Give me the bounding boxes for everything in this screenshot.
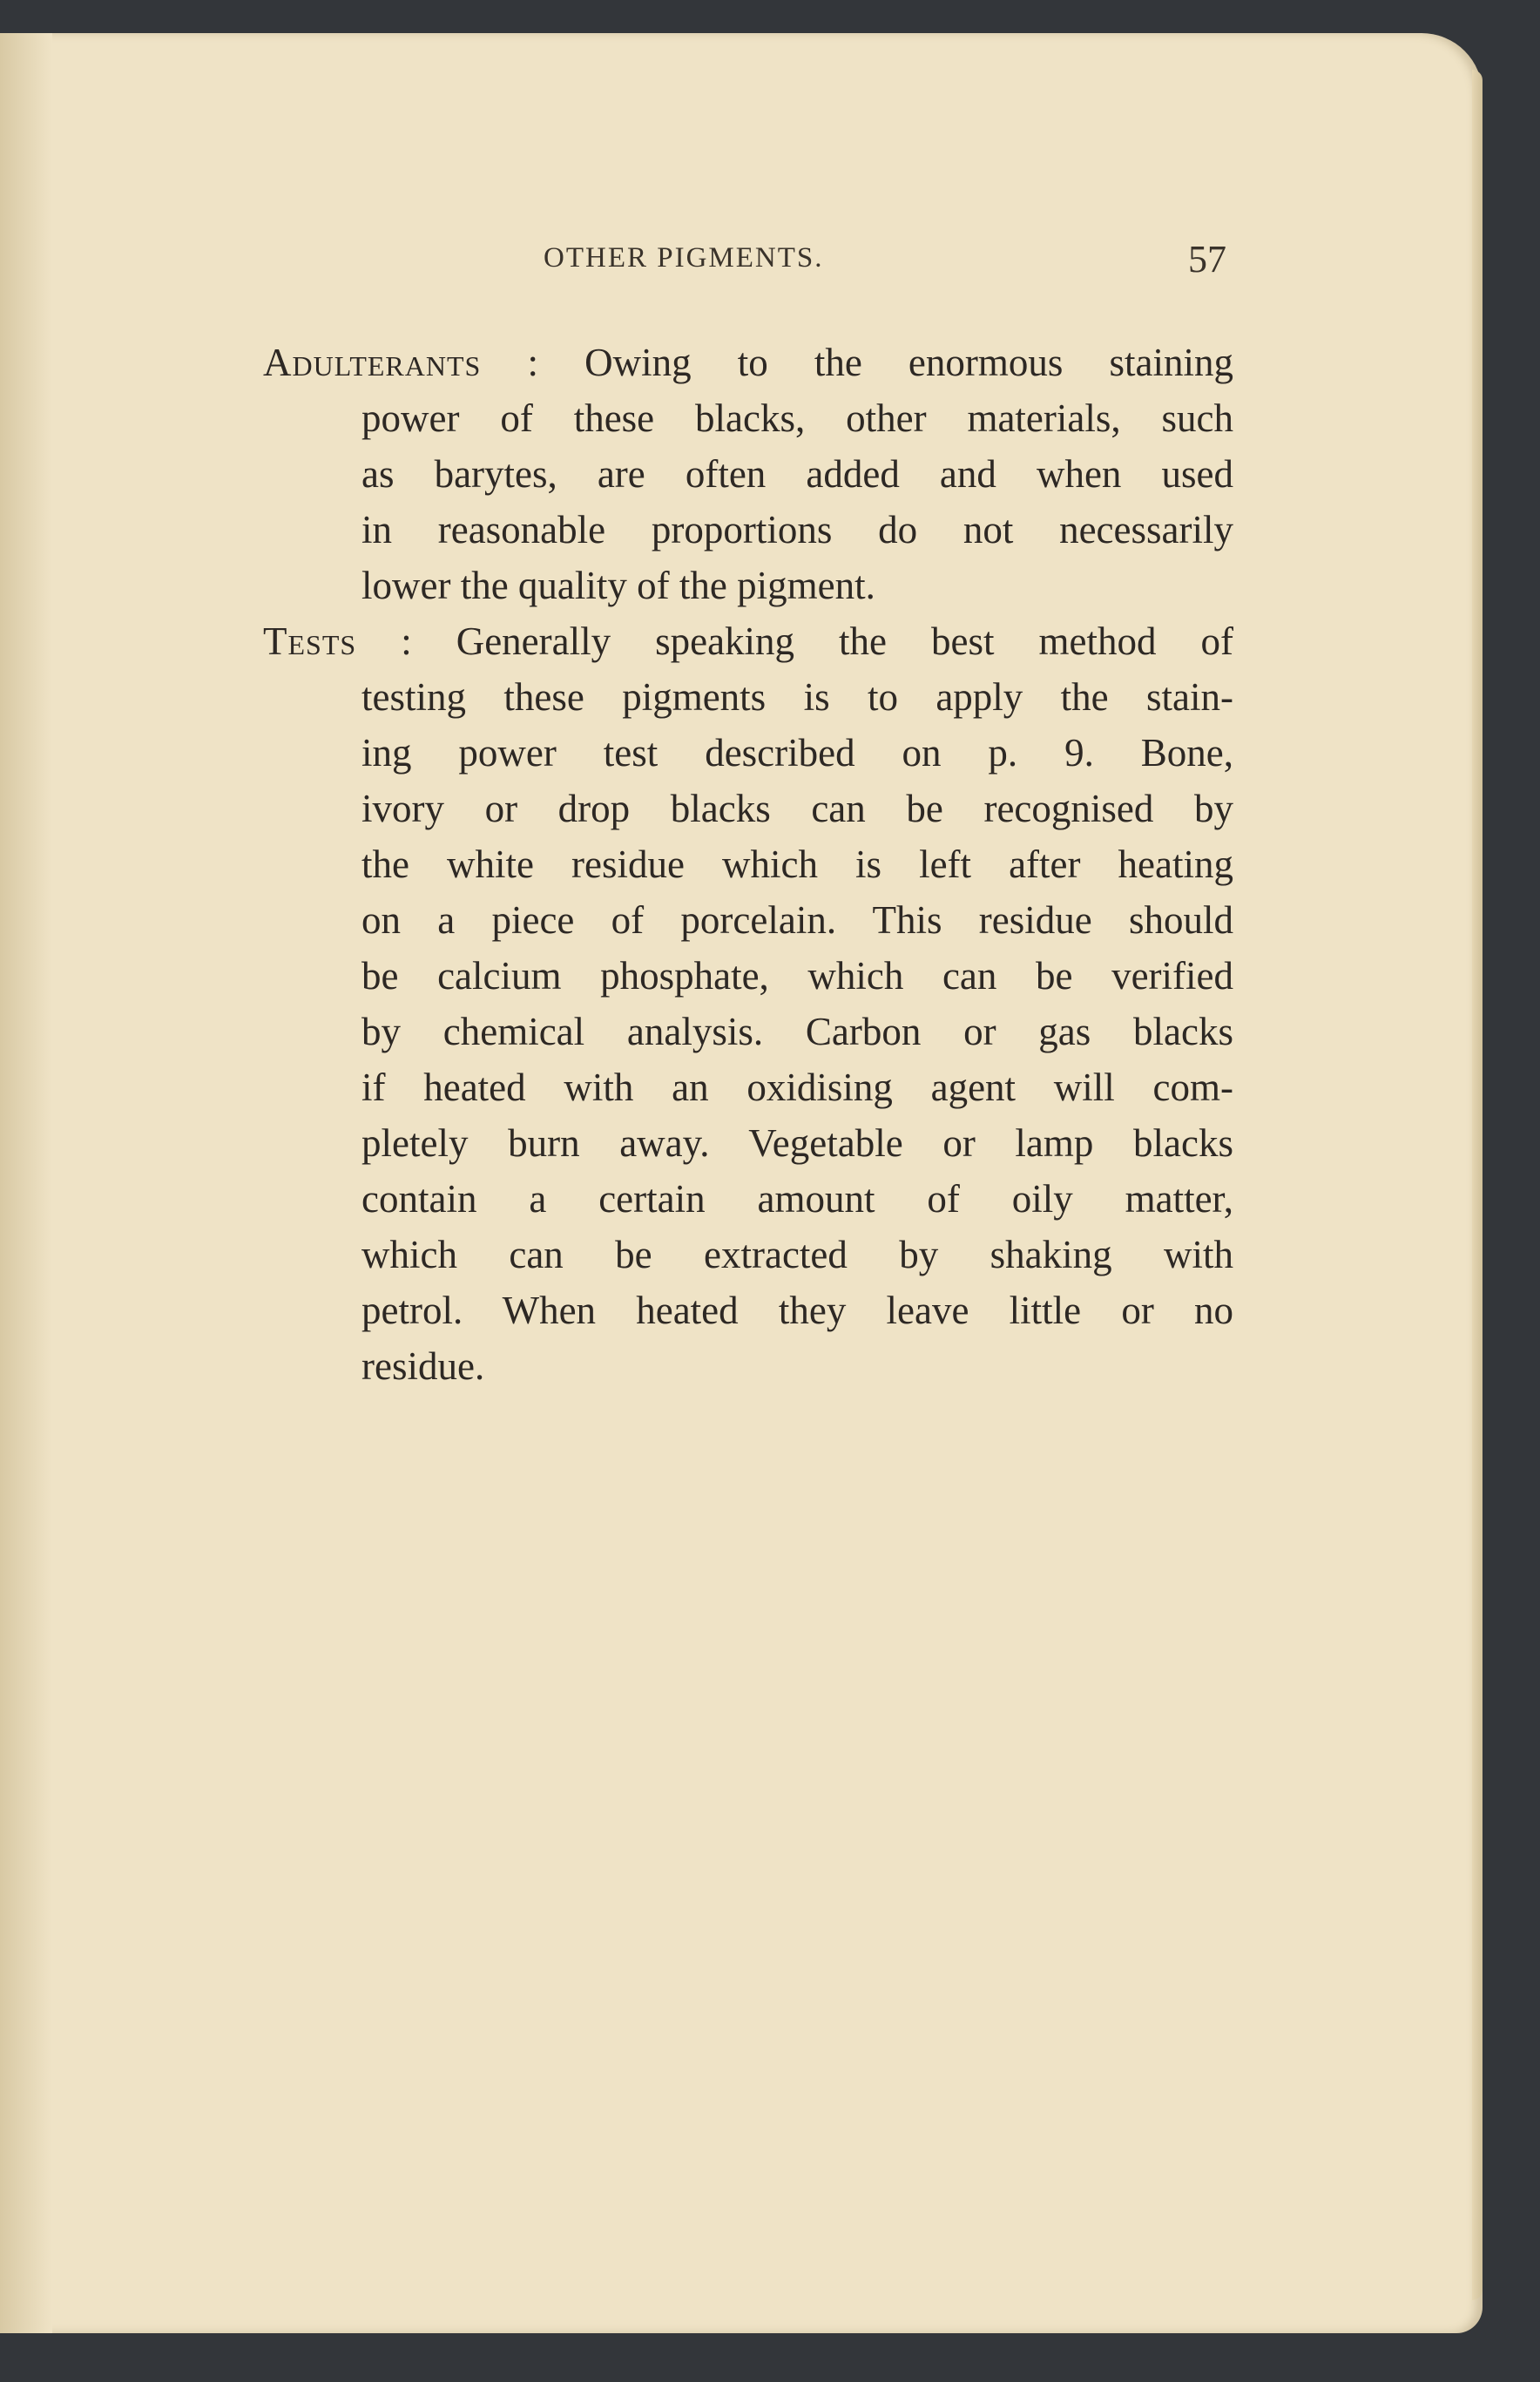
text-line-content: : Generally speaking the best method of [401, 619, 1233, 663]
text-line: in reasonable proportions do not necessarily [361, 508, 1233, 552]
text-line [263, 613, 1233, 669]
text-line: be calcium phosphate, which can be verified [361, 954, 1233, 998]
text-line: by chemical analysis. Carbon or gas blacks [361, 1010, 1233, 1053]
text-line: lower the quality of the pigment. [361, 564, 875, 607]
text-line: power of these blacks, other materials, such [361, 396, 1233, 440]
text-line [263, 335, 1233, 390]
page-gutter [0, 33, 52, 2333]
text-line: contain a certain amount of oily matter, [361, 1177, 1233, 1221]
text-line: petrol. When heated they leave little or no [361, 1289, 1233, 1332]
text-line-content: : Owing to the enormous staining [527, 341, 1233, 384]
text-line: on a piece of porcelain. This residue should [361, 898, 1233, 942]
text-line: pletely burn away. Vegetable or lamp blacks [361, 1121, 1233, 1165]
paragraph-tests [263, 613, 1233, 1394]
paragraph-heading: Tests [263, 619, 357, 663]
page-edge [1472, 70, 1483, 2300]
text-line: ivory or drop blacks can be recognised by [361, 787, 1233, 830]
text-line: residue. [361, 1344, 485, 1388]
text-line: testing these pigments is to apply the stain- [361, 675, 1233, 719]
text-line: which can be extracted by shaking with [361, 1233, 1233, 1276]
text-line: as barytes, are often added and when used [361, 452, 1233, 496]
text-line: the white residue which is left after heating [361, 842, 1233, 886]
body-text [263, 335, 1233, 1394]
text-line: ing power test described on p. 9. Bone, [361, 731, 1233, 775]
text-line: if heated with an oxidising agent will com- [361, 1066, 1233, 1109]
paragraph-heading: Adulterants [263, 341, 482, 384]
running-head: OTHER PIGMENTS. [544, 242, 824, 274]
paragraph-adulterants [263, 335, 1233, 613]
page-header [0, 238, 1540, 294]
page-number: 57 [1188, 238, 1226, 281]
